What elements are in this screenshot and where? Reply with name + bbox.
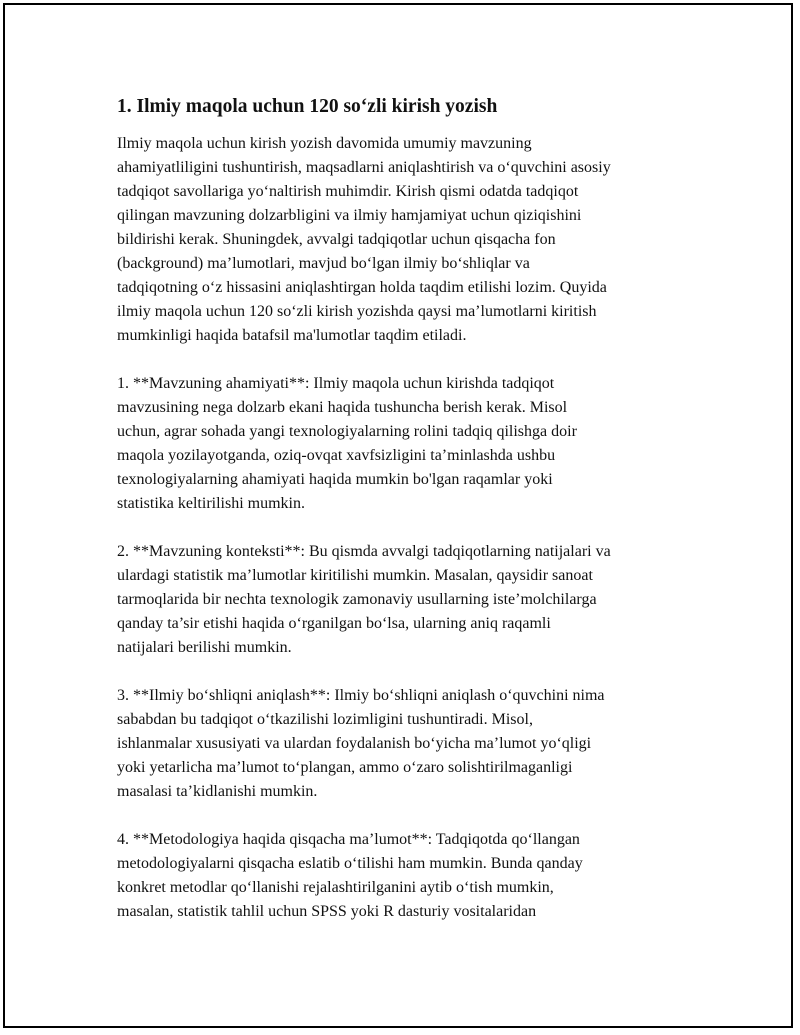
paragraph-line: 4. **Metodologiya haqida qisqacha ma’lumot**: Tadqiqotda qo‘llangan	[117, 831, 580, 848]
paragraph-line: konkret metodlar qo‘llanishi rejalashtirilganini aytib o‘tish mumkin,	[117, 879, 554, 896]
paragraph-line: 3. **Ilmiy bo‘shliqni aniqlash**: Ilmiy bo‘shliqni aniqlash o‘quvchini nima	[117, 687, 605, 704]
document-body	[117, 95, 697, 924]
paragraph-line: 2. **Mavzuning konteksti**: Bu qismda avvalgi tadqiqotlarning natijalari va	[117, 543, 611, 560]
paragraph-1	[117, 132, 697, 348]
paragraph-3	[117, 540, 697, 660]
paragraph-line: natijalari berilishi mumkin.	[117, 639, 292, 656]
paragraph-line: tarmoqlarida bir nechta texnologik zamonaviy usullarning iste’molchilarga	[117, 591, 597, 608]
paragraph-line: masalan, statistik tahlil uchun SPSS yoki R dasturiy vositalaridan	[117, 903, 537, 920]
paragraph-line: yoki yetarlicha ma’lumot to‘plangan, ammo o‘zaro solishtirilmaganligi	[117, 759, 573, 776]
paragraph-container	[117, 132, 697, 924]
paragraph-2	[117, 372, 697, 516]
paragraph-line: bildirishi kerak. Shuningdek, avvalgi tadqiqotlar uchun qisqacha fon	[117, 231, 556, 248]
paragraph-line: qilingan mavzuning dolzarbligini va ilmiy hamjamiyat uchun qiziqishini	[117, 207, 582, 224]
paragraph-line: maqola yozilayotganda, oziq-ovqat xavfsizligini ta’minlashda ushbu	[117, 447, 556, 464]
paragraph-line: uchun, agrar sohada yangi texnologiyalarning rolini tadqiq qilishga doir	[117, 423, 577, 440]
paragraph-line: ishlanmalar xususiyati va ulardan foydalanish bo‘yicha ma’lumot yo‘qligi	[117, 735, 592, 752]
paragraph-line: ahamiyatliligini tushuntirish, maqsadlarni aniqlashtirish va o‘quvchini asosiy	[117, 159, 611, 176]
paragraph-line: tadqiqot savollariga yo‘naltirish muhimdir. Kirish qismi odatda tadqiqot	[117, 183, 579, 200]
paragraph-line: statistika keltirilishi mumkin.	[117, 495, 305, 512]
paragraph-line: sababdan bu tadqiqot o‘tkazilishi lozimligini tushuntiradi. Misol,	[117, 711, 533, 728]
paragraph-line: texnologiyalarning ahamiyati haqida mumkin bo'lgan raqamlar yoki	[117, 471, 553, 488]
paragraph-line: Ilmiy maqola uchun kirish yozish davomida umumiy mavzuning	[117, 135, 532, 152]
paragraph-line: masalasi ta’kidlanishi mumkin.	[117, 783, 318, 800]
paragraph-line: qanday ta’sir etishi haqida o‘rganilgan bo‘lsa, ularning aniq raqamli	[117, 615, 551, 632]
paragraph-line: 1. **Mavzuning ahamiyati**: Ilmiy maqola uchun kirishda tadqiqot	[117, 375, 555, 392]
paragraph-5	[117, 828, 697, 924]
paragraph-line: metodologiyalarni qisqacha eslatib o‘tilishi ham mumkin. Bunda qanday	[117, 855, 583, 872]
paragraph-line: tadqiqotning o‘z hissasini aniqlashtirgan holda taqdim etilishi lozim. Quyida	[117, 279, 607, 296]
paragraph-line: ilmiy maqola uchun 120 so‘zli kirish yozishda qaysi ma’lumotlarni kiritish	[117, 303, 597, 320]
paragraph-line: mavzusining nega dolzarb ekani haqida tushuncha berish kerak. Misol	[117, 399, 568, 416]
paragraph-line: mumkinligi haqida batafsil ma'lumotlar taqdim etiladi.	[117, 327, 467, 344]
paragraph-4	[117, 684, 697, 804]
paragraph-line: (background) ma’lumotlari, mavjud bo‘lgan ilmiy bo‘shliqlar va	[117, 255, 530, 272]
paragraph-line: ulardagi statistik ma’lumotlar kiritilishi mumkin. Masalan, qaysidir sanoat	[117, 567, 593, 584]
section-heading: 1. Ilmiy maqola uchun 120 so‘zli kirish yozish	[117, 96, 498, 117]
